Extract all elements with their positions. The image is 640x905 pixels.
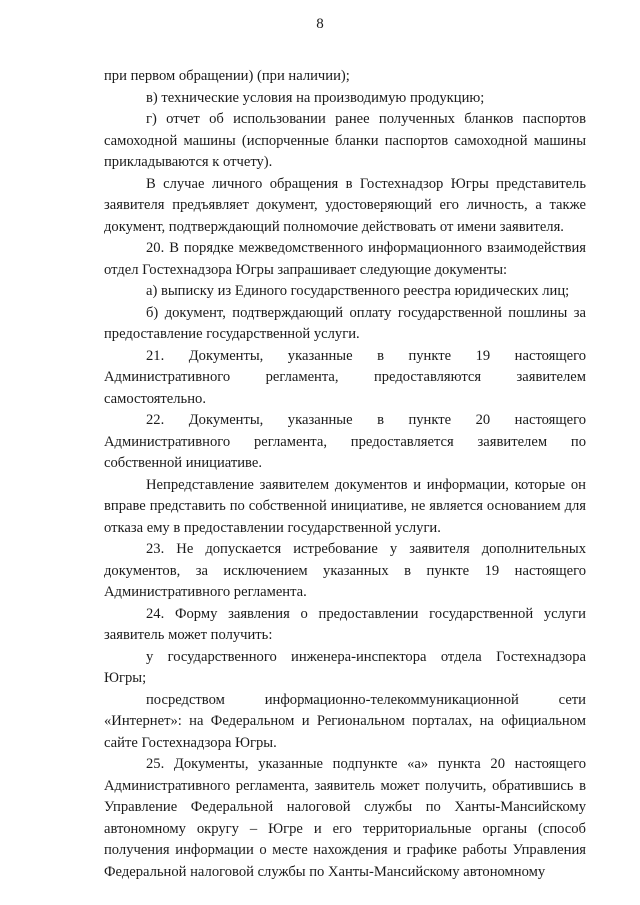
paragraph-item-g: г) отчет об использовании ранее полученных бланков паспортов самоходной машины (испорченные бланки паспортов самоходной машины прикладываются к отчету). — [104, 111, 586, 170]
document-body — [104, 66, 586, 883]
paragraph-continuation: при первом обращении) (при наличии); — [104, 68, 350, 84]
paragraph-clause-20-a: а) выписку из Единого государственного реестра юридических лиц; — [146, 283, 570, 299]
paragraph-clause-20: 20. В порядке межведомственного информационного взаимодействия отдел Гостехнадзора Югры запрашивает следующие документы: — [104, 240, 586, 278]
paragraph-item-v: в) технические условия на производимую продукцию; — [146, 89, 485, 106]
paragraph-clause-24: 24. Форму заявления о предоставлении государственной услуги заявитель может получить: — [104, 605, 586, 643]
paragraph-clause-24-internet: посредством информационно-телекоммуникационной сети «Интернет»: на Федеральном и Региональном порталах, на официальном сайте Гостехнадзора Югры. — [104, 691, 586, 751]
paragraph-clause-20-b: б) документ, подтверждающий оплату государственной пошлины за предоставление государственной услуги. — [104, 304, 586, 342]
paragraph-personal-appeal: В случае личного обращения в Гостехнадзор Югры представитель заявителя предъявляет документ, удостоверяющий его личность, а также документ, подтверждающий полномочие действовать от имени заявителя. — [104, 175, 586, 235]
paragraph-clause-24-inspector: у государственного инженера-инспектора отдела Гостехнадзора Югры; — [104, 648, 586, 686]
paragraph-clause-21: 21. Документы, указанные в пункте 19 настоящего Административного регламента, предоставляются заявителем самостоятельно. — [104, 347, 586, 407]
paragraph-non-submission: Непредставление заявителем документов и информации, которые он вправе представить по собственной инициативе, не является основанием для отказа ему в предоставлении государственной услуги. — [104, 476, 586, 536]
paragraph-clause-25: 25. Документы, указанные подпункте «а» пункта 20 настоящего Административного регламента, заявитель может получить, обратившись в Управление Федеральной налоговой службы по Ханты-Мансийскому автономному округу – Югре и его территориальные органы (способ получения информации о месте нахождения и графике работы Управления Федеральной налоговой службы по Ханты-Мансийскому автономному — [104, 756, 586, 880]
paragraph-clause-23: 23. Не допускается истребование у заявителя дополнительных документов, за исключением указанных в пункте 19 настоящего Административного регламента. — [104, 541, 586, 600]
paragraph-clause-22: 22. Документы, указанные в пункте 20 настоящего Административного регламента, предоставляется заявителем по собственной инициативе. — [104, 412, 586, 471]
page-number: 8 — [316, 16, 324, 32]
